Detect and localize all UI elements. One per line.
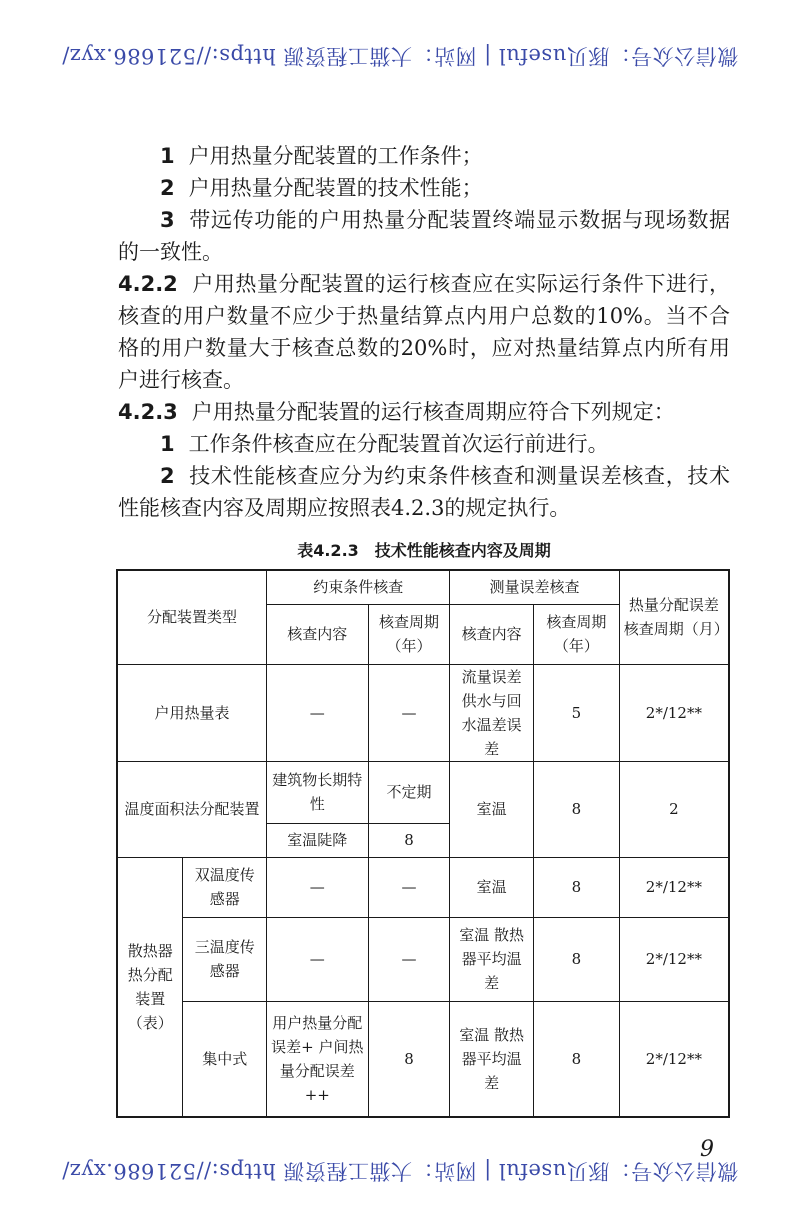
check-table: [116, 569, 730, 1118]
clause-4-2-3: 4.2.3 户用热量分配装置的运行核查周期应符合下列规定：: [118, 400, 675, 424]
header-measure: 测量误差核查: [450, 570, 619, 604]
watermark-bottom: 微信公众号：豚贝useful | 网站：大猫工程资源 https://521686.xyz/: [61, 1159, 739, 1183]
header-c-content: 核查内容: [267, 604, 369, 664]
table-row: 集中式 用户热量分配误差+ 户间热量分配误差++ 8 室温 散热器平均温差 8 2*/12**: [117, 1001, 729, 1117]
table-row: 散热器热分配装置（表） 双温度传感器 — — 室温 8 2*/12**: [117, 857, 729, 917]
item-2: 2 户用热量分配装置的技术性能；: [160, 176, 483, 200]
item-3: 3 带远传功能的户用热量分配装置终端显示数据与现场数据的一致性。: [118, 208, 730, 264]
clause-4-2-3-item-2: 2 技术性能核查应分为约束条件核查和测量误差核查，技术性能核查内容及周期应按照表4.2.3的规定执行。: [118, 464, 730, 520]
table-row: 温度面积法分配装置 建筑物长期特性 不定期 室温 8 2: [117, 761, 729, 823]
table-row: 户用热量表 — — 流量误差 供水与回水温差误差 5 2*/12**: [117, 664, 729, 761]
radiator-group-label: 散热器热分配装置（表）: [117, 857, 183, 1117]
page-content: [118, 140, 730, 1118]
header-c-period: 核查周期（年）: [368, 604, 450, 664]
header-device-type: 分配装置类型: [117, 570, 267, 664]
clause-4-2-2: 4.2.2 户用热量分配装置的运行核查应在实际运行条件下进行，核查的用户数量不应少于热量结算点内用户总数的10%。当不合格的用户数量大于核查总数的20%时，应对热量结算点内所有用户进行核查。: [118, 272, 730, 392]
table-row: 室温陡降 8: [117, 823, 729, 857]
watermark-top: 微信公众号：豚贝useful | 网站：大猫工程资源 https://521686.xyz/: [61, 44, 739, 68]
header-m-content: 核查内容: [450, 604, 534, 664]
page-number: 9: [700, 1137, 714, 1162]
header-constraint: 约束条件核查: [267, 570, 450, 604]
header-m-period: 核查周期（年）: [533, 604, 619, 664]
table-row: 三温度传感器 — — 室温 散热器平均温差 8 2*/12**: [117, 917, 729, 1001]
clause-4-2-3-item-1: 1 工作条件核查应在分配装置首次运行前进行。: [160, 432, 609, 456]
table-title: 表4.2.3 技术性能核查内容及周期: [297, 541, 551, 560]
header-alloc-period: 热量分配误差核查周期（月）: [619, 570, 729, 664]
item-1: 1 户用热量分配装置的工作条件；: [160, 144, 483, 168]
